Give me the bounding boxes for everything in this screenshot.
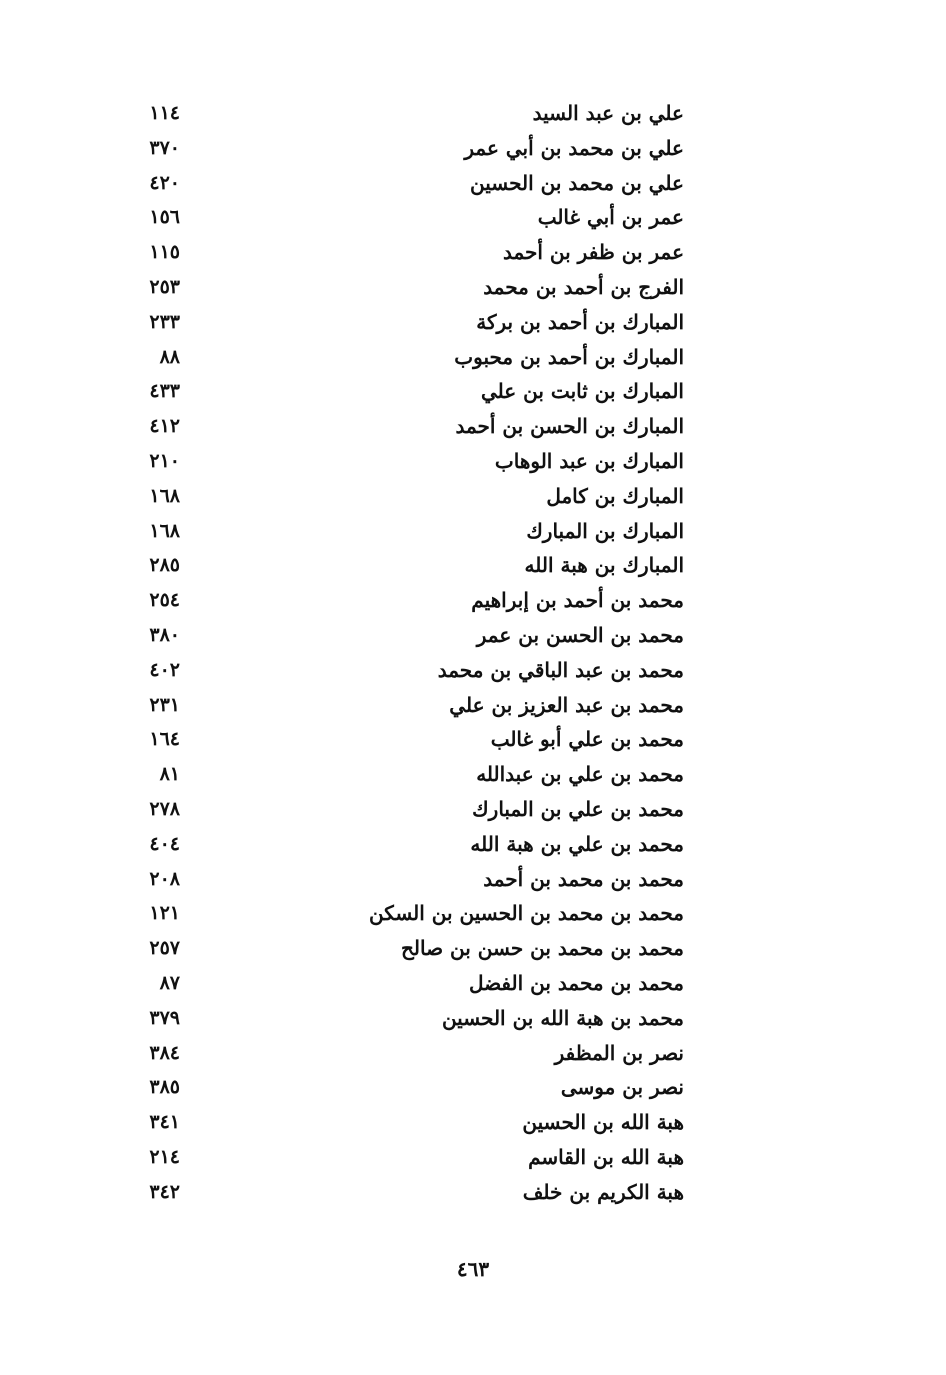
index-entry — [130, 583, 684, 618]
entry-page-number: ١١٤ — [149, 102, 180, 124]
entry-name: محمد بن عبد العزيز بن علي — [449, 692, 684, 717]
entry-name: علي بن محمد بن الحسين — [469, 170, 684, 195]
entry-page-number: ٢٥٣ — [149, 275, 180, 298]
index-entry — [130, 862, 684, 897]
index-entry — [130, 270, 684, 305]
index-entry — [130, 931, 684, 966]
entry-name: محمد بن علي بن عبدالله — [476, 762, 684, 787]
entry-page-number: ١٥٦ — [149, 206, 180, 229]
entry-page-number: ٨٧ — [159, 971, 180, 994]
entry-page-number: ١٦٤ — [149, 728, 180, 751]
entry-name: محمد بن الحسن بن عمر — [476, 622, 684, 647]
entry-name: محمد بن هبة الله بن الحسين — [441, 1005, 684, 1030]
entry-page-number: ٣٧٩ — [149, 1006, 180, 1029]
entry-page-number: ٢٧٨ — [149, 797, 180, 820]
index-entry — [130, 827, 684, 862]
index-entry — [130, 896, 684, 931]
entry-page-number: ٢٣٣ — [149, 310, 180, 333]
entry-name: محمد بن عبد الباقي بن محمد — [437, 657, 684, 682]
entry-page-number: ٤٠٢ — [149, 658, 180, 681]
index-entry — [130, 479, 684, 514]
entry-name: علي بن محمد بن أبي عمر — [464, 135, 684, 160]
entry-page-number: ٨٨ — [159, 345, 180, 368]
entry-page-number: ٨١ — [159, 763, 180, 786]
entry-page-number: ٣٧٠ — [149, 136, 180, 159]
entry-page-number: ٢٥٤ — [149, 589, 180, 612]
entry-page-number: ٣٨٠ — [149, 623, 180, 646]
entry-name: المبارك بن الحسن بن أحمد — [455, 414, 684, 439]
index-entry — [130, 305, 684, 340]
index-entry — [130, 966, 684, 1001]
entry-name: محمد بن علي بن المبارك — [472, 796, 684, 821]
index-entry — [130, 235, 684, 270]
entry-page-number: ٢٠٨ — [149, 867, 180, 890]
entry-name: المبارك بن ثابت بن علي — [480, 379, 684, 404]
index-entry — [130, 618, 684, 653]
entry-name: هبة الكريم بن خلف — [522, 1179, 684, 1204]
index-entry — [130, 166, 684, 201]
entry-name: المبارك بن كامل — [546, 483, 684, 508]
index-entry — [130, 1001, 684, 1036]
index-entry — [130, 96, 684, 131]
index-entry — [130, 374, 684, 409]
entry-page-number: ٣٨٤ — [149, 1041, 180, 1064]
entry-name: محمد بن محمد بن الحسين بن السكن — [369, 901, 684, 926]
index-entry — [130, 340, 684, 375]
entry-page-number: ٣٨٥ — [149, 1076, 180, 1099]
index-entry — [130, 1105, 684, 1140]
entry-page-number: ١٢١ — [149, 902, 180, 925]
entry-page-number: ٤١٢ — [149, 415, 180, 438]
index-entry — [130, 200, 684, 235]
entry-name: المبارك بن أحمد بن محبوب — [454, 344, 684, 369]
index-entry — [130, 688, 684, 723]
index-entry — [130, 1140, 684, 1175]
index-entry — [130, 409, 684, 444]
entry-name: محمد بن علي أبو غالب — [490, 727, 684, 752]
index-entry — [130, 722, 684, 757]
index-entry — [130, 1175, 684, 1210]
index-entry — [130, 1070, 684, 1105]
entry-name: هبة الله بن القاسم — [528, 1144, 684, 1169]
entry-page-number: ١١٥ — [149, 241, 180, 264]
entry-page-number: ١٦٨ — [149, 519, 180, 542]
index-entry — [130, 1036, 684, 1071]
entry-page-number: ٢٨٥ — [149, 554, 180, 577]
entry-name: محمد بن أحمد بن إبراهيم — [471, 588, 684, 613]
entry-page-number: ٣٤١ — [149, 1111, 180, 1134]
entry-page-number: ٤٢٠ — [149, 171, 180, 194]
entry-name: المبارك بن هبة الله — [524, 553, 684, 578]
index-list — [130, 96, 684, 1210]
entry-name: الفرج بن أحمد بن محمد — [483, 274, 684, 299]
entry-page-number: ١٦٨ — [149, 484, 180, 507]
page-number: ٤٦٣ — [456, 1257, 490, 1281]
entry-name: محمد بن محمد بن أحمد — [483, 866, 684, 891]
index-entry — [130, 131, 684, 166]
index-entry — [130, 757, 684, 792]
entry-name: محمد بن محمد بن الفضل — [468, 970, 684, 995]
entry-name: محمد بن علي بن هبة الله — [470, 831, 684, 856]
index-entry — [130, 792, 684, 827]
entry-page-number: ٤٠٤ — [149, 832, 180, 855]
entry-name: علي بن عبد السيد — [532, 101, 684, 125]
index-entry — [130, 653, 684, 688]
entry-name: المبارك بن عبد الوهاب — [494, 448, 684, 473]
entry-name: نصر بن موسى — [560, 1075, 684, 1100]
entry-page-number: ٣٤٢ — [149, 1180, 180, 1203]
entry-name: نصر بن المظفر — [554, 1040, 684, 1065]
index-entry — [130, 548, 684, 583]
index-entry — [130, 444, 684, 479]
entry-page-number: ٢١٠ — [149, 449, 180, 472]
entry-name: المبارك بن المبارك — [526, 518, 684, 543]
entry-page-number: ٢١٤ — [149, 1145, 180, 1168]
index-entry — [130, 514, 684, 549]
entry-page-number: ٤٣٣ — [149, 380, 180, 403]
entry-name: عمر بن أبي غالب — [537, 205, 684, 230]
entry-page-number: ٢٥٧ — [149, 937, 180, 960]
entry-name: المبارك بن أحمد بن بركة — [476, 309, 684, 334]
entry-name: عمر بن ظفر بن أحمد — [502, 240, 684, 265]
entry-name: محمد بن محمد بن حسن بن صالح — [400, 936, 684, 961]
entry-page-number: ٢٣١ — [149, 693, 180, 716]
entry-name: هبة الله بن الحسين — [522, 1110, 684, 1135]
